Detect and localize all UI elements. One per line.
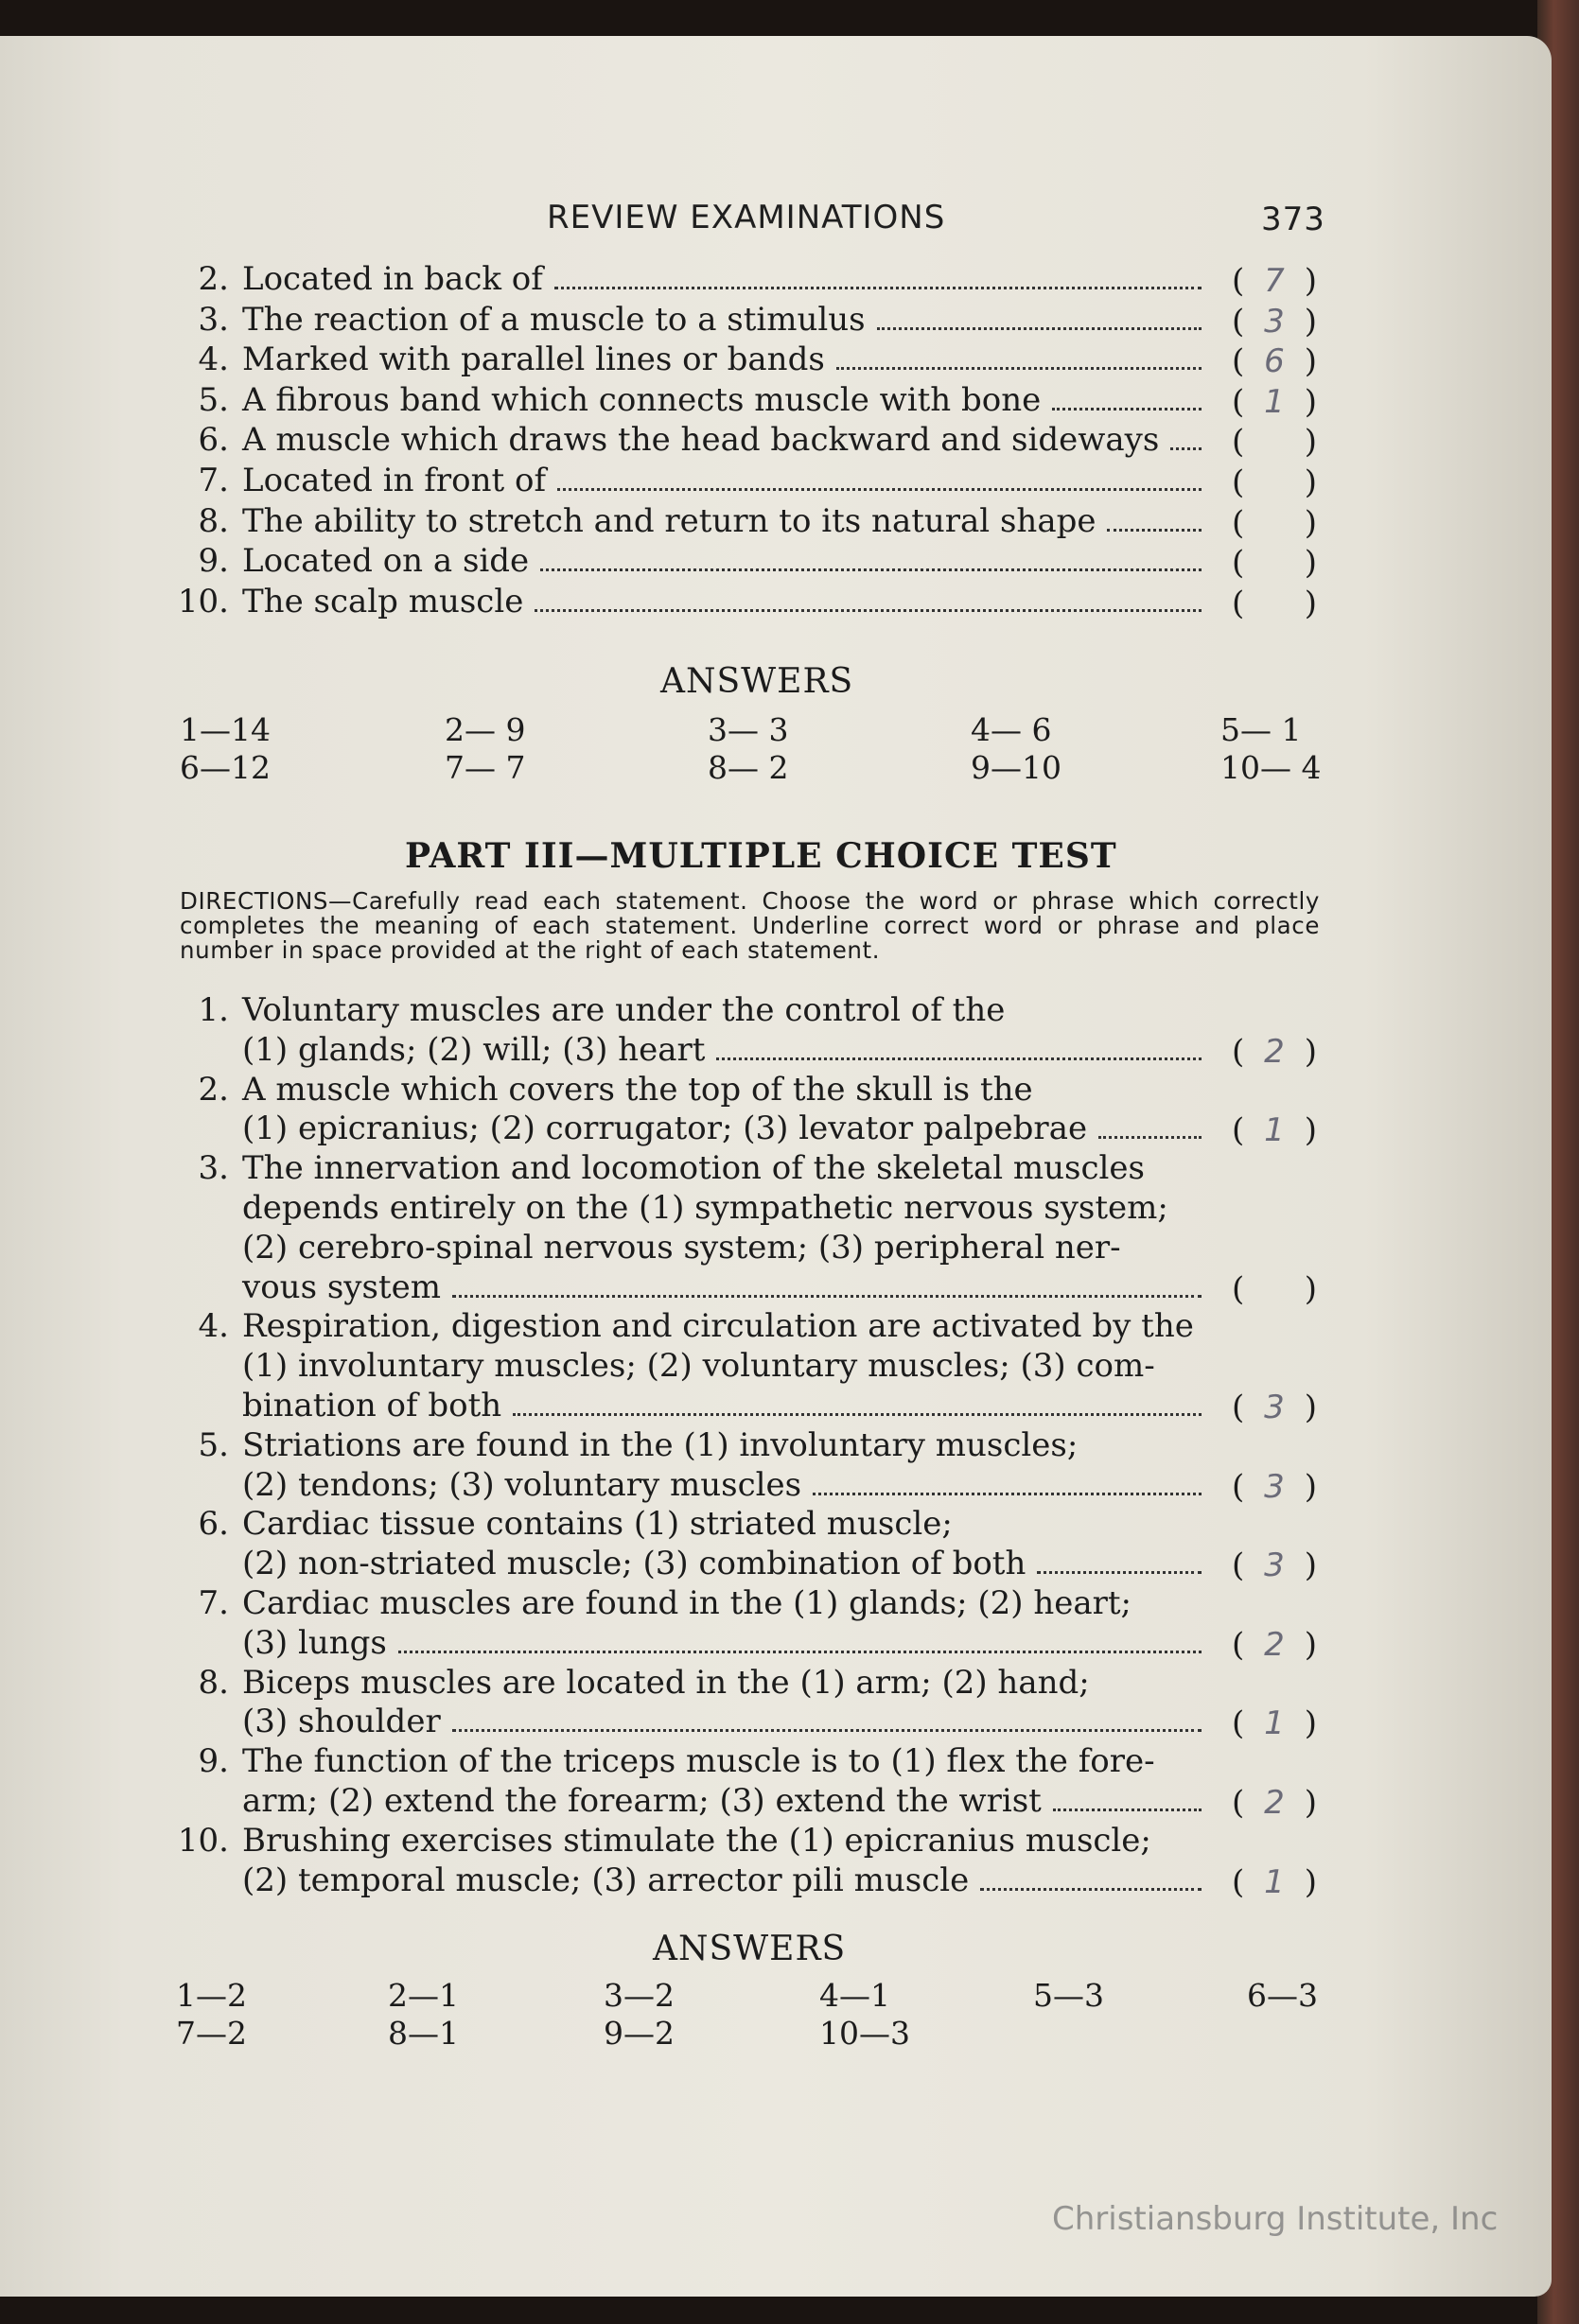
- open-paren: (: [1232, 503, 1245, 542]
- answer-key-entry: 9—10: [971, 749, 1061, 786]
- handwritten-answer: [1244, 544, 1304, 582]
- item-text: (2) tendons; (3) voluntary muscles: [242, 1465, 802, 1504]
- item-text: Brushing exercises stimulate the (1) epicranius muscle;: [242, 1821, 1151, 1860]
- item-text: depends entirely on the (1) sympathetic nervous system;: [242, 1189, 1168, 1227]
- close-paren: ): [1304, 1625, 1317, 1664]
- answer-key-entry: 3—2: [604, 1977, 675, 2014]
- answer-key-entry: 10—3: [819, 2015, 910, 2052]
- open-paren: (: [1232, 584, 1245, 622]
- item-text: (1) glands; (2) will; (3) heart: [242, 1030, 706, 1069]
- open-paren: (: [1232, 1389, 1245, 1426]
- item-text: (1) epicranius; (2) corrugator; (3) levator palpebrae: [242, 1110, 1088, 1148]
- answer-blank: [1232, 1784, 1317, 1822]
- answer-blank: [1232, 463, 1317, 501]
- answer-key-entry: 2—1: [388, 1977, 459, 2014]
- handwritten-answer: 3: [1264, 1389, 1285, 1426]
- leader-dots: [535, 609, 1202, 612]
- item-number: 10.: [177, 1821, 229, 1860]
- answer-key-entry: 1—14: [180, 711, 271, 748]
- handwritten-answer: 1: [1264, 1704, 1285, 1743]
- open-paren: (: [1232, 423, 1245, 462]
- handwritten-answer: 1: [1264, 1111, 1285, 1150]
- answer-blank: [1232, 1270, 1317, 1308]
- open-paren: (: [1232, 463, 1245, 501]
- item-number: 6.: [198, 421, 229, 460]
- handwritten-answer: 3: [1264, 1546, 1285, 1585]
- close-paren: ): [1304, 382, 1317, 421]
- item-number: 5.: [198, 1425, 229, 1464]
- answer-blank: [1232, 1111, 1317, 1149]
- item-text: Respiration, digestion and circulation are activated by the: [242, 1307, 1194, 1346]
- answer-blank: [1232, 342, 1317, 380]
- handwritten-answer: 2: [1264, 1032, 1285, 1071]
- item-number: 9.: [198, 542, 229, 581]
- item-text: The ability to stretch and return to its natural shape: [242, 501, 1097, 540]
- handwritten-answer: [1244, 585, 1304, 622]
- handwritten-answer: [1244, 463, 1304, 501]
- answer-blank: [1232, 383, 1317, 421]
- item-text: Located in back of: [242, 260, 543, 298]
- leader-dots: [813, 1493, 1202, 1495]
- close-paren: ): [1304, 262, 1317, 300]
- open-paren: (: [1232, 1467, 1245, 1506]
- item-number: 8.: [198, 1663, 229, 1702]
- close-paren: ): [1304, 342, 1317, 381]
- answer-blank: [1232, 1626, 1317, 1664]
- open-paren: (: [1232, 262, 1245, 300]
- item-line: [170, 1861, 1211, 1899]
- answer-key-entry: 6—3: [1247, 1977, 1318, 2014]
- item-text: Striations are found in the (1) involuntary muscles;: [242, 1425, 1079, 1464]
- answer-key-entry: 4— 6: [971, 711, 1052, 748]
- item-number: 8.: [198, 501, 229, 540]
- open-paren: (: [1232, 302, 1245, 341]
- handwritten-answer: 2: [1264, 1625, 1285, 1664]
- answers-heading-1: ANSWERS: [660, 662, 854, 701]
- open-paren: (: [1232, 1111, 1245, 1150]
- item-line: [170, 1347, 1211, 1385]
- answer-blank: [1232, 1389, 1317, 1426]
- item-text: (2) temporal muscle; (3) arrector pili muscle: [242, 1861, 970, 1899]
- watermark: Christiansburg Institute, Inc: [1052, 2200, 1499, 2238]
- item-text: A muscle which draws the head backward and sideways: [242, 421, 1160, 460]
- close-paren: ): [1304, 1467, 1317, 1506]
- directions: DIRECTIONS—Carefully read each statement. Choose the word or phrase which correctly completes the meaning of each statement. Underline correct word or phrase and place number in space provided at the right of each statement.: [180, 887, 1320, 964]
- item-number: 2.: [198, 1070, 229, 1109]
- item-line: [170, 1822, 1211, 1860]
- item-text: (1) involuntary muscles; (2) voluntary muscles; (3) com-: [242, 1347, 1155, 1386]
- part3-title: PART III—MULTIPLE CHOICE TEST: [405, 836, 1117, 876]
- item-text: The innervation and locomotion of the skeletal muscles: [242, 1149, 1145, 1188]
- close-paren: ): [1304, 1269, 1317, 1308]
- item-number: 7.: [198, 1584, 229, 1622]
- leader-dots: [452, 1729, 1202, 1732]
- open-paren: (: [1232, 1546, 1245, 1585]
- leader-dots: [716, 1057, 1202, 1060]
- leader-dots: [1037, 1571, 1202, 1574]
- item-number: 6.: [198, 1505, 229, 1544]
- answer-key-entry: 1—2: [176, 1977, 247, 2014]
- page-number: 373: [1261, 201, 1325, 238]
- close-paren: ): [1304, 1389, 1317, 1426]
- item-text: (3) lungs: [242, 1623, 387, 1662]
- item-line: [170, 1031, 1211, 1069]
- open-paren: (: [1232, 1032, 1245, 1071]
- close-paren: ): [1304, 302, 1317, 341]
- answer-key-entry: 2— 9: [445, 711, 526, 748]
- item-text: Voluntary muscles are under the control of the: [242, 991, 1006, 1029]
- answers-heading-2: ANSWERS: [653, 1930, 847, 1968]
- handwritten-answer: 7: [1264, 262, 1285, 300]
- item-line: [170, 1110, 1211, 1147]
- item-line: [170, 991, 1211, 1029]
- item-line: [170, 542, 1211, 580]
- leader-dots: [557, 488, 1202, 491]
- answer-blank: [1232, 1546, 1317, 1584]
- item-line: [170, 1466, 1211, 1504]
- handwritten-answer: 3: [1264, 302, 1285, 341]
- leader-dots: [1107, 529, 1202, 532]
- item-line: [170, 1742, 1211, 1780]
- item-line: [170, 1268, 1211, 1306]
- leader-dots: [540, 568, 1202, 571]
- handwritten-answer: [1244, 423, 1304, 461]
- open-paren: (: [1232, 1269, 1245, 1308]
- item-line: [170, 1782, 1211, 1820]
- leader-dots: [980, 1888, 1202, 1891]
- answer-blank: [1232, 1468, 1317, 1506]
- item-line: [170, 1189, 1211, 1227]
- item-line: [170, 1624, 1211, 1662]
- item-text: A fibrous band which connects muscle with bone: [242, 380, 1042, 419]
- item-line: [170, 1149, 1211, 1187]
- item-line: [170, 301, 1211, 339]
- answer-blank: [1232, 1704, 1317, 1742]
- open-paren: (: [1232, 1862, 1245, 1901]
- answer-key-entry: 5—3: [1033, 1977, 1104, 2014]
- answer-key-entry: 7— 7: [445, 749, 526, 786]
- item-text: A muscle which covers the top of the skull is the: [242, 1070, 1033, 1109]
- answer-key-entry: 8— 2: [708, 749, 789, 786]
- answer-blank: [1232, 1863, 1317, 1901]
- item-number: 1.: [198, 991, 229, 1029]
- item-text: vous system: [242, 1267, 441, 1306]
- answer-blank: [1232, 504, 1317, 542]
- item-line: [170, 1545, 1211, 1582]
- open-paren: (: [1232, 1704, 1245, 1743]
- handwritten-answer: 2: [1264, 1784, 1285, 1822]
- item-line: [170, 1664, 1211, 1702]
- leader-dots: [836, 367, 1202, 370]
- item-line: [170, 1229, 1211, 1267]
- item-text: The reaction of a muscle to a stimulus: [242, 300, 866, 339]
- item-line: [170, 1071, 1211, 1109]
- handwritten-answer: 1: [1264, 1862, 1285, 1901]
- item-text: arm; (2) extend the forearm; (3) extend the wrist: [242, 1782, 1042, 1820]
- open-paren: (: [1232, 342, 1245, 381]
- item-text: Located on a side: [242, 542, 530, 581]
- item-text: The scalp muscle: [242, 582, 524, 620]
- answer-blank: [1232, 544, 1317, 582]
- item-text: Located in front of: [242, 462, 547, 499]
- open-paren: (: [1232, 544, 1245, 583]
- item-line: [170, 341, 1211, 378]
- item-number: 3.: [198, 300, 229, 339]
- close-paren: ): [1304, 463, 1317, 501]
- item-line: [170, 1387, 1211, 1424]
- answer-key-entry: 9—2: [604, 2015, 675, 2052]
- close-paren: ): [1304, 1546, 1317, 1585]
- item-text: Cardiac tissue contains (1) striated muscle;: [242, 1505, 953, 1544]
- item-text: (2) non-striated muscle; (3) combination of both: [242, 1545, 1026, 1583]
- running-title: REVIEW EXAMINATIONS: [547, 199, 946, 236]
- open-paren: (: [1232, 382, 1245, 421]
- answer-blank: [1232, 585, 1317, 622]
- item-line: [170, 583, 1211, 620]
- item-number: 7.: [198, 462, 229, 499]
- leader-dots: [1098, 1136, 1202, 1139]
- leader-dots: [452, 1295, 1202, 1298]
- leader-dots: [877, 327, 1202, 330]
- item-text: (2) cerebro-spinal nervous system; (3) peripheral ner-: [242, 1228, 1121, 1267]
- handwritten-answer: 1: [1264, 382, 1285, 421]
- close-paren: ): [1304, 1032, 1317, 1071]
- item-line: [170, 381, 1211, 419]
- open-paren: (: [1232, 1784, 1245, 1822]
- answer-key-entry: 10— 4: [1220, 749, 1322, 786]
- item-line: [170, 1584, 1211, 1622]
- item-text: The function of the triceps muscle is to (1) flex the fore-: [242, 1742, 1155, 1781]
- item-number: 10.: [177, 582, 229, 620]
- answer-key-entry: 6—12: [180, 749, 271, 786]
- item-number: 4.: [198, 341, 229, 379]
- leader-dots: [1052, 408, 1202, 411]
- answer-key-entry: 5— 1: [1220, 711, 1302, 748]
- handwritten-answer: 3: [1264, 1467, 1285, 1506]
- open-paren: (: [1232, 1625, 1245, 1664]
- item-line: [170, 1426, 1211, 1464]
- item-number: 3.: [198, 1149, 229, 1188]
- item-number: 2.: [198, 260, 229, 298]
- answer-key-entry: 3— 3: [708, 711, 789, 748]
- close-paren: ): [1304, 544, 1317, 583]
- answer-key-entry: 8—1: [388, 2015, 459, 2052]
- close-paren: ): [1304, 503, 1317, 542]
- item-text: Cardiac muscles are found in the (1) glands; (2) heart;: [242, 1584, 1132, 1622]
- item-line: [170, 1703, 1211, 1740]
- answer-key-entry: 7—2: [176, 2015, 247, 2052]
- handwritten-answer: [1244, 1270, 1304, 1308]
- item-line: [170, 1307, 1211, 1345]
- item-text: Biceps muscles are located in the (1) arm; (2) hand;: [242, 1663, 1090, 1702]
- close-paren: ): [1304, 423, 1317, 462]
- answer-blank: [1232, 1033, 1317, 1071]
- leader-dots: [1053, 1809, 1202, 1811]
- item-line: [170, 421, 1211, 459]
- close-paren: ): [1304, 1862, 1317, 1901]
- handwritten-answer: 6: [1264, 342, 1285, 381]
- item-line: [170, 502, 1211, 540]
- item-text: (3) shoulder: [242, 1703, 441, 1741]
- leader-dots: [1170, 447, 1202, 450]
- leader-dots: [554, 287, 1202, 289]
- item-line: [170, 260, 1211, 298]
- answer-blank: [1232, 423, 1317, 461]
- item-text: bination of both: [242, 1387, 502, 1424]
- item-number: 4.: [198, 1307, 229, 1346]
- answer-blank: [1232, 262, 1317, 300]
- item-text: Marked with parallel lines or bands: [242, 341, 825, 379]
- leader-dots: [513, 1413, 1202, 1416]
- answer-blank: [1232, 303, 1317, 341]
- close-paren: ): [1304, 1784, 1317, 1822]
- answer-key-entry: 4—1: [819, 1977, 890, 2014]
- close-paren: ): [1304, 1111, 1317, 1150]
- leader-dots: [398, 1651, 1202, 1653]
- close-paren: ): [1304, 1704, 1317, 1743]
- item-line: [170, 462, 1211, 499]
- handwritten-answer: [1244, 504, 1304, 542]
- item-number: 5.: [198, 380, 229, 419]
- close-paren: ): [1304, 584, 1317, 622]
- item-number: 9.: [198, 1742, 229, 1781]
- item-line: [170, 1505, 1211, 1543]
